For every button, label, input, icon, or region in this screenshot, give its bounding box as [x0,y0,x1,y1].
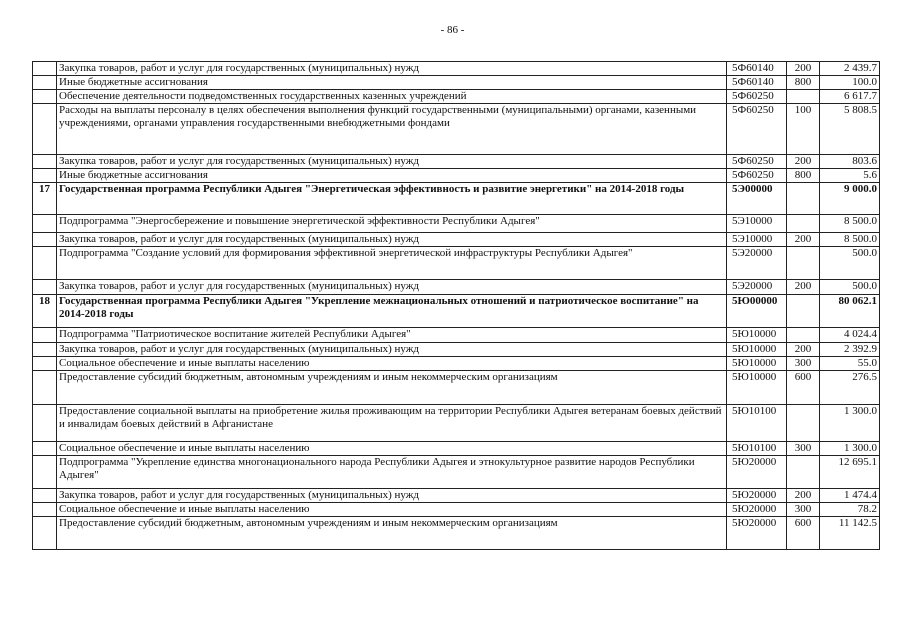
table-row [33,247,880,280]
expense-type-cell: 200 [787,489,820,503]
table-row [33,517,880,550]
target-article-code-cell: 5Ф60250 [727,90,787,104]
table-row [33,104,880,155]
expense-name-cell: Предоставление социальной выплаты на приобретение жилья проживающим на территории Республики Адыгея ветеранам боевых действий и инвалидам боевых действий в Афганистане [57,405,727,442]
table-row [33,233,880,247]
amount-cell: 12 695.1 [820,456,880,489]
expense-name-cell: Государственная программа Республики Адыгея "Энергетическая эффективность и развитие энергетики" на 2014-2018 годы [57,183,727,215]
row-number-cell [33,371,57,405]
expense-name-cell: Подпрограмма "Создание условий для формирования эффективной энергетической инфраструктуры Республики Адыгея" [57,247,727,280]
amount-cell: 80 062.1 [820,295,880,328]
expense-name-cell: Подпрограмма "Энергосбережение и повышение энергетической эффективности Республики Адыгея" [57,215,727,233]
amount-cell: 2 392.9 [820,343,880,357]
expense-type-cell [787,183,820,215]
expense-name-cell: Закупка товаров, работ и услуг для государственных (муниципальных) нужд [57,489,727,503]
expense-type-cell: 100 [787,104,820,155]
expense-name-cell: Иные бюджетные ассигнования [57,169,727,183]
table-row [33,76,880,90]
expense-type-cell: 300 [787,357,820,371]
target-article-code-cell: 5Ф60250 [727,169,787,183]
expense-name-cell: Закупка товаров, работ и услуг для государственных (муниципальных) нужд [57,62,727,76]
target-article-code-cell: 5Ю10100 [727,405,787,442]
expense-name-cell: Предоставление субсидий бюджетным, автономным учреждениям и иным некоммерческим организациям [57,371,727,405]
expense-type-cell [787,405,820,442]
expense-name-cell: Предоставление субсидий бюджетным, автономным учреждениям и иным некоммерческим организациям [57,517,727,550]
amount-cell: 6 617.7 [820,90,880,104]
row-number-cell: 17 [33,183,57,215]
expense-type-cell: 600 [787,517,820,550]
expense-name-cell: Социальное обеспечение и иные выплаты населению [57,503,727,517]
amount-cell: 9 000.0 [820,183,880,215]
table-row [33,489,880,503]
row-number-cell [33,357,57,371]
row-number-cell [33,280,57,295]
row-number-cell [33,489,57,503]
expense-name-cell: Закупка товаров, работ и услуг для государственных (муниципальных) нужд [57,155,727,169]
amount-cell: 2 439.7 [820,62,880,76]
target-article-code-cell: 5Э00000 [727,183,787,215]
table-row [33,357,880,371]
amount-cell: 100.0 [820,76,880,90]
target-article-code-cell: 5Э20000 [727,247,787,280]
expense-name-cell: Закупка товаров, работ и услуг для государственных (муниципальных) нужд [57,343,727,357]
expense-type-cell [787,247,820,280]
row-number-cell [33,503,57,517]
row-number-cell [33,343,57,357]
expense-name-cell: Закупка товаров, работ и услуг для государственных (муниципальных) нужд [57,233,727,247]
table-row [33,343,880,357]
table-row [33,183,880,215]
row-number-cell: 18 [33,295,57,328]
expense-name-cell: Социальное обеспечение и иные выплаты населению [57,357,727,371]
table-row [33,280,880,295]
amount-cell: 8 500.0 [820,233,880,247]
target-article-code-cell: 5Ю10000 [727,371,787,405]
target-article-code-cell: 5Ю10100 [727,442,787,456]
amount-cell: 8 500.0 [820,215,880,233]
amount-cell: 803.6 [820,155,880,169]
expense-type-cell [787,215,820,233]
budget-table [32,61,880,550]
expense-type-cell: 300 [787,442,820,456]
amount-cell: 1 300.0 [820,442,880,456]
row-number-cell [33,517,57,550]
target-article-code-cell: 5Э10000 [727,233,787,247]
expense-type-cell: 200 [787,62,820,76]
table-row [33,169,880,183]
amount-cell: 500.0 [820,247,880,280]
expense-type-cell [787,295,820,328]
expense-type-cell: 200 [787,155,820,169]
table-row [33,405,880,442]
expense-type-cell: 800 [787,76,820,90]
amount-cell: 11 142.5 [820,517,880,550]
expense-name-cell: Закупка товаров, работ и услуг для государственных (муниципальных) нужд [57,280,727,295]
row-number-cell [33,76,57,90]
amount-cell: 5 808.5 [820,104,880,155]
row-number-cell [33,247,57,280]
amount-cell: 4 024.4 [820,328,880,343]
expense-name-cell: Обеспечение деятельности подведомственных государственных казенных учреждений [57,90,727,104]
expense-name-cell: Расходы на выплаты персоналу в целях обеспечения выполнения функций государственными (муниципальными) органами, казенными учреждениями, органами управления государственными внебюджетными фондами [57,104,727,155]
row-number-cell [33,405,57,442]
row-number-cell [33,169,57,183]
expense-name-cell: Иные бюджетные ассигнования [57,76,727,90]
expense-type-cell: 200 [787,280,820,295]
table-row [33,328,880,343]
table-row [33,215,880,233]
table-row [33,62,880,76]
target-article-code-cell: 5Ф60250 [727,155,787,169]
row-number-cell [33,233,57,247]
row-number-cell [33,328,57,343]
amount-cell: 78.2 [820,503,880,517]
target-article-code-cell: 5Э10000 [727,215,787,233]
row-number-cell [33,104,57,155]
row-number-cell [33,215,57,233]
amount-cell: 276.5 [820,371,880,405]
row-number-cell [33,442,57,456]
target-article-code-cell: 5Ю00000 [727,295,787,328]
target-article-code-cell: 5Э20000 [727,280,787,295]
target-article-code-cell: 5Ю10000 [727,328,787,343]
target-article-code-cell: 5Ф60250 [727,104,787,155]
row-number-cell [33,456,57,489]
amount-cell: 1 300.0 [820,405,880,442]
target-article-code-cell: 5Ю20000 [727,456,787,489]
page-number: - 86 - [440,24,465,36]
table-row [33,371,880,405]
expense-type-cell: 200 [787,233,820,247]
target-article-code-cell: 5Ф60140 [727,62,787,76]
target-article-code-cell: 5Ю20000 [727,503,787,517]
amount-cell: 55.0 [820,357,880,371]
expense-type-cell: 300 [787,503,820,517]
target-article-code-cell: 5Ю20000 [727,517,787,550]
target-article-code-cell: 5Ю20000 [727,489,787,503]
expense-name-cell: Подпрограмма "Укрепление единства многонационального народа Республики Адыгея и этнокультурное развитие народов Республики Адыгея" [57,456,727,489]
expense-type-cell [787,90,820,104]
expense-type-cell: 600 [787,371,820,405]
expense-type-cell: 200 [787,343,820,357]
amount-cell: 500.0 [820,280,880,295]
table-row [33,155,880,169]
amount-cell: 1 474.4 [820,489,880,503]
row-number-cell [33,155,57,169]
expense-name-cell: Подпрограмма "Патриотическое воспитание жителей Республики Адыгея" [57,328,727,343]
target-article-code-cell: 5Ф60140 [727,76,787,90]
amount-cell: 5.6 [820,169,880,183]
expense-type-cell: 800 [787,169,820,183]
expense-type-cell [787,456,820,489]
expense-type-cell [787,328,820,343]
table-row [33,90,880,104]
table-row [33,456,880,489]
expense-name-cell: Социальное обеспечение и иные выплаты населению [57,442,727,456]
target-article-code-cell: 5Ю10000 [727,357,787,371]
target-article-code-cell: 5Ю10000 [727,343,787,357]
table-row [33,442,880,456]
table-row [33,503,880,517]
row-number-cell [33,90,57,104]
table-row [33,295,880,328]
expense-name-cell: Государственная программа Республики Адыгея "Укрепление межнациональных отношений и патриотическое воспитание" на 2014-2018 годы [57,295,727,328]
row-number-cell [33,62,57,76]
